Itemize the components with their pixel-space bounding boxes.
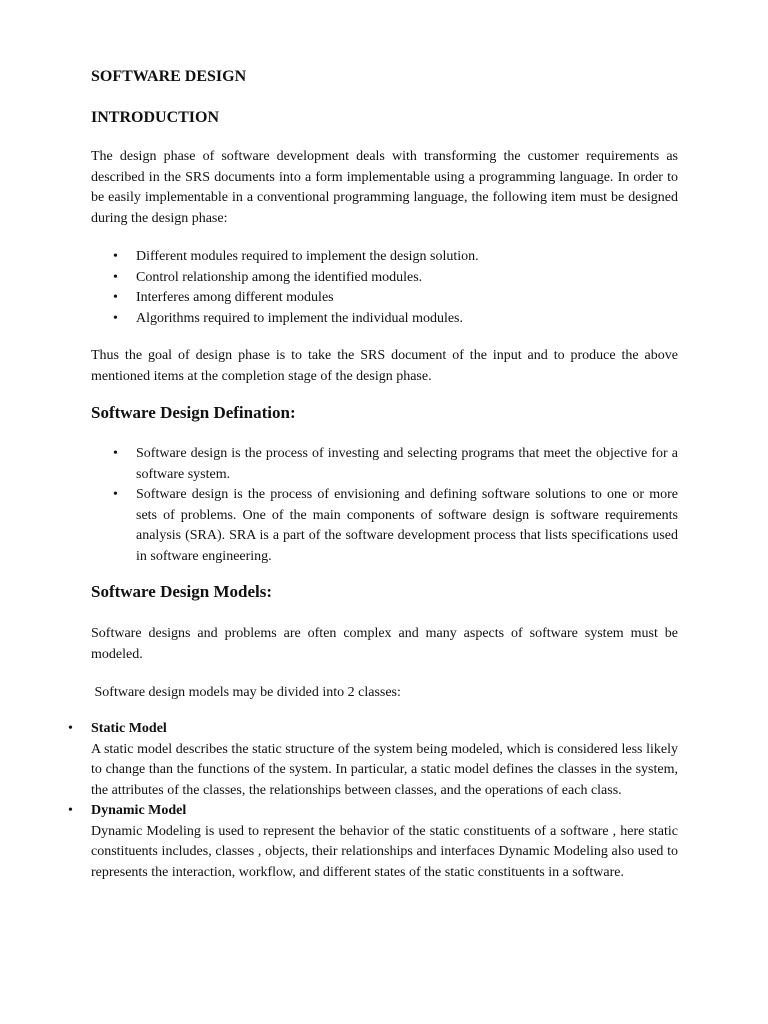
models-classes-line: Software design models may be divided into 2 classes: bbox=[91, 685, 401, 700]
intro-heading: INTRODUCTION bbox=[91, 109, 220, 126]
models-heading: Software Design Models: bbox=[91, 582, 272, 601]
bullet-icon: • bbox=[68, 803, 73, 818]
bullet-icon: • bbox=[113, 269, 118, 285]
list-item: • Algorithms required to implement the individual modules. bbox=[91, 309, 678, 330]
list-item bbox=[68, 719, 678, 801]
static-model-title: Static Model bbox=[91, 721, 167, 736]
list-item: • Software design is the process of investing and selecting programs that meet the objective for a software system. bbox=[113, 446, 678, 482]
static-model-description: A static model describes the static structure of the system being modeled, which is considered less likely to change than the functions of the system. In particular, a static model defines the classes in the system, the attributes of the classes, the relationships between classes, and the operations of each class. bbox=[91, 741, 678, 798]
models-paragraph: Software designs and problems are often complex and many aspects of software system must be modeled. bbox=[91, 626, 678, 662]
bullet-icon: • bbox=[113, 249, 118, 264]
bullet-icon: • bbox=[113, 310, 118, 326]
goal-paragraph: Thus the goal of design phase is to take the SRS document of the input and to produce the above mentioned items at the completion stage of the design phase. bbox=[91, 348, 678, 384]
models-list bbox=[68, 719, 678, 883]
list-item: • Different modules required to implement the design solution. bbox=[91, 247, 678, 268]
list-item bbox=[68, 801, 678, 883]
list-item: • Interferes among different modules bbox=[91, 288, 678, 309]
intro-paragraph: The design phase of software development deals with transforming the customer requirements as described in the SRS documents into a form implementable using a programming language. In order to be easily implementable in a conventional programming language, the following item must be designed during the design phase: bbox=[91, 149, 678, 226]
bullet-icon: • bbox=[113, 487, 118, 502]
document-title: SOFTWARE DESIGN bbox=[91, 68, 247, 85]
dynamic-model-title: Dynamic Model bbox=[91, 803, 187, 818]
list-item: • Software design is the process of envisioning and defining software solutions to one or more sets of problems. One of the main components of software design is software requirements analysis (SRA). SRA is a part of the software development process that lists specifications used in software engineering. bbox=[113, 487, 678, 564]
bullet-icon: • bbox=[113, 446, 118, 461]
intro-list bbox=[91, 247, 678, 329]
dynamic-model-description: Dynamic Modeling is used to represent the behavior of the static constituents of a software , here static constituents includes, classes , objects, their relationships and interfaces Dynamic Modeling also used to represents the interaction, workflow, and different states of the static constituents in a software. bbox=[91, 823, 678, 880]
definition-heading: Software Design Defination: bbox=[91, 403, 296, 422]
bullet-icon: • bbox=[113, 290, 118, 305]
list-item: • Control relationship among the identified modules. bbox=[91, 268, 678, 289]
definition-list bbox=[91, 444, 678, 567]
bullet-icon: • bbox=[68, 721, 73, 736]
